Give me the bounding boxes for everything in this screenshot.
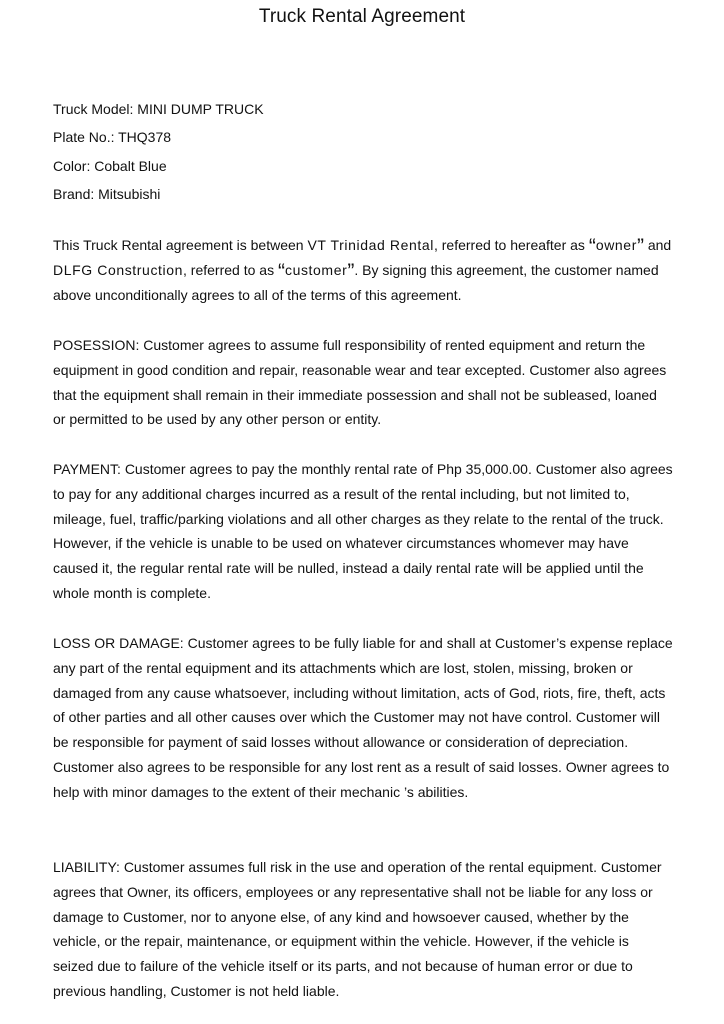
open-quote-owner: “ — [588, 235, 596, 258]
truck-model: Truck Model: MINI DUMP TRUCK — [53, 101, 264, 117]
intro-part-2: , referred to hereafter as — [433, 237, 589, 253]
possession-text: POSESSION: Customer agrees to assume full responsibility of rented equipment and return the equipment in good condition and repair, reasonable wear and tear excepted. Customer also agrees that the equipment shall remain in their immediate possession and shall not be subleased, loaned or permitted to be used by any other person or entity. — [53, 337, 667, 428]
possession-clause — [53, 333, 673, 432]
truck-color: Color: Cobalt Blue — [53, 157, 167, 174]
open-quote-customer: “ — [277, 259, 285, 283]
loss-damage-clause — [53, 631, 673, 805]
intro-part-4: , referred to as — [183, 261, 278, 278]
close-quote-customer: ” — [347, 259, 355, 283]
loss-damage-text: LOSS OR DAMAGE: Customer agrees to be fully liable for and shall at Customer’s expense replace any part of the rental equipment and its attachments which are lost, stolen, missing, broken or damaged from any cause whatsoever, including without limitation, acts of God, riots, fire, theft, acts of other parties and all other causes over which the Customer may not have control. Customer will be responsible for payment of said losses without allowance or consideration of depreciation. Customer also agrees to be responsible for any lost rent as a result of said losses. Owner agrees to help with minor damages to the extent of their mechanic ’s abilities. — [53, 635, 673, 800]
payment-text: PAYMENT: Customer agrees to pay the monthly rental rate of Php 35,000.00. Customer also agrees to pay for any additional charges incurred as a result of the rental including, but not limited to, mileage, fuel, traffic/parking violations and all other charges as they relate to the rental of the truck. However, if the vehicle is unable to be used on whatever circumstances whomever may have caused it, the regular rental rate will be nulled, instead a daily rental rate will be applied until the whole month is complete. — [53, 461, 673, 601]
customer-term: customer — [284, 261, 348, 278]
intro-paragraph — [53, 233, 673, 307]
customer-company: DLFG Construction — [53, 261, 184, 278]
intro-part-5: . By signing this agreement, the customer named above unconditionally agrees to all of the terms of this agreement. — [53, 261, 659, 303]
liability-clause — [53, 855, 673, 1004]
document-title: Truck Rental Agreement — [258, 6, 466, 27]
plate-number: Plate No.: THQ378 — [53, 129, 172, 146]
intro-part-3: and — [643, 237, 672, 253]
liability-text: LIABILITY: Customer assumes full risk in the use and operation of the rental equipment. Customer agrees that Owner, its officers, employees or any representative shall not be liable for any loss or damage to Customer, nor to anyone else, of any kind and howsoever caused, whether by the vehicle, or the repair, maintenance, or equipment within the vehicle. However, if the vehicle is seized due to failure of the vehicle itself or its parts, and not because of human error or due to previous handling, Customer is not held liable. — [53, 859, 662, 999]
owner-company: VT Trinidad Rental — [307, 237, 434, 253]
intro-part-1: This Truck Rental agreement is between — [53, 237, 308, 253]
intro-text — [53, 233, 673, 307]
truck-brand: Brand: Mitsubishi — [53, 185, 161, 202]
truck-details — [53, 95, 673, 208]
payment-clause — [53, 457, 673, 606]
owner-term: owner — [595, 237, 637, 253]
close-quote-owner: ” — [636, 235, 644, 258]
